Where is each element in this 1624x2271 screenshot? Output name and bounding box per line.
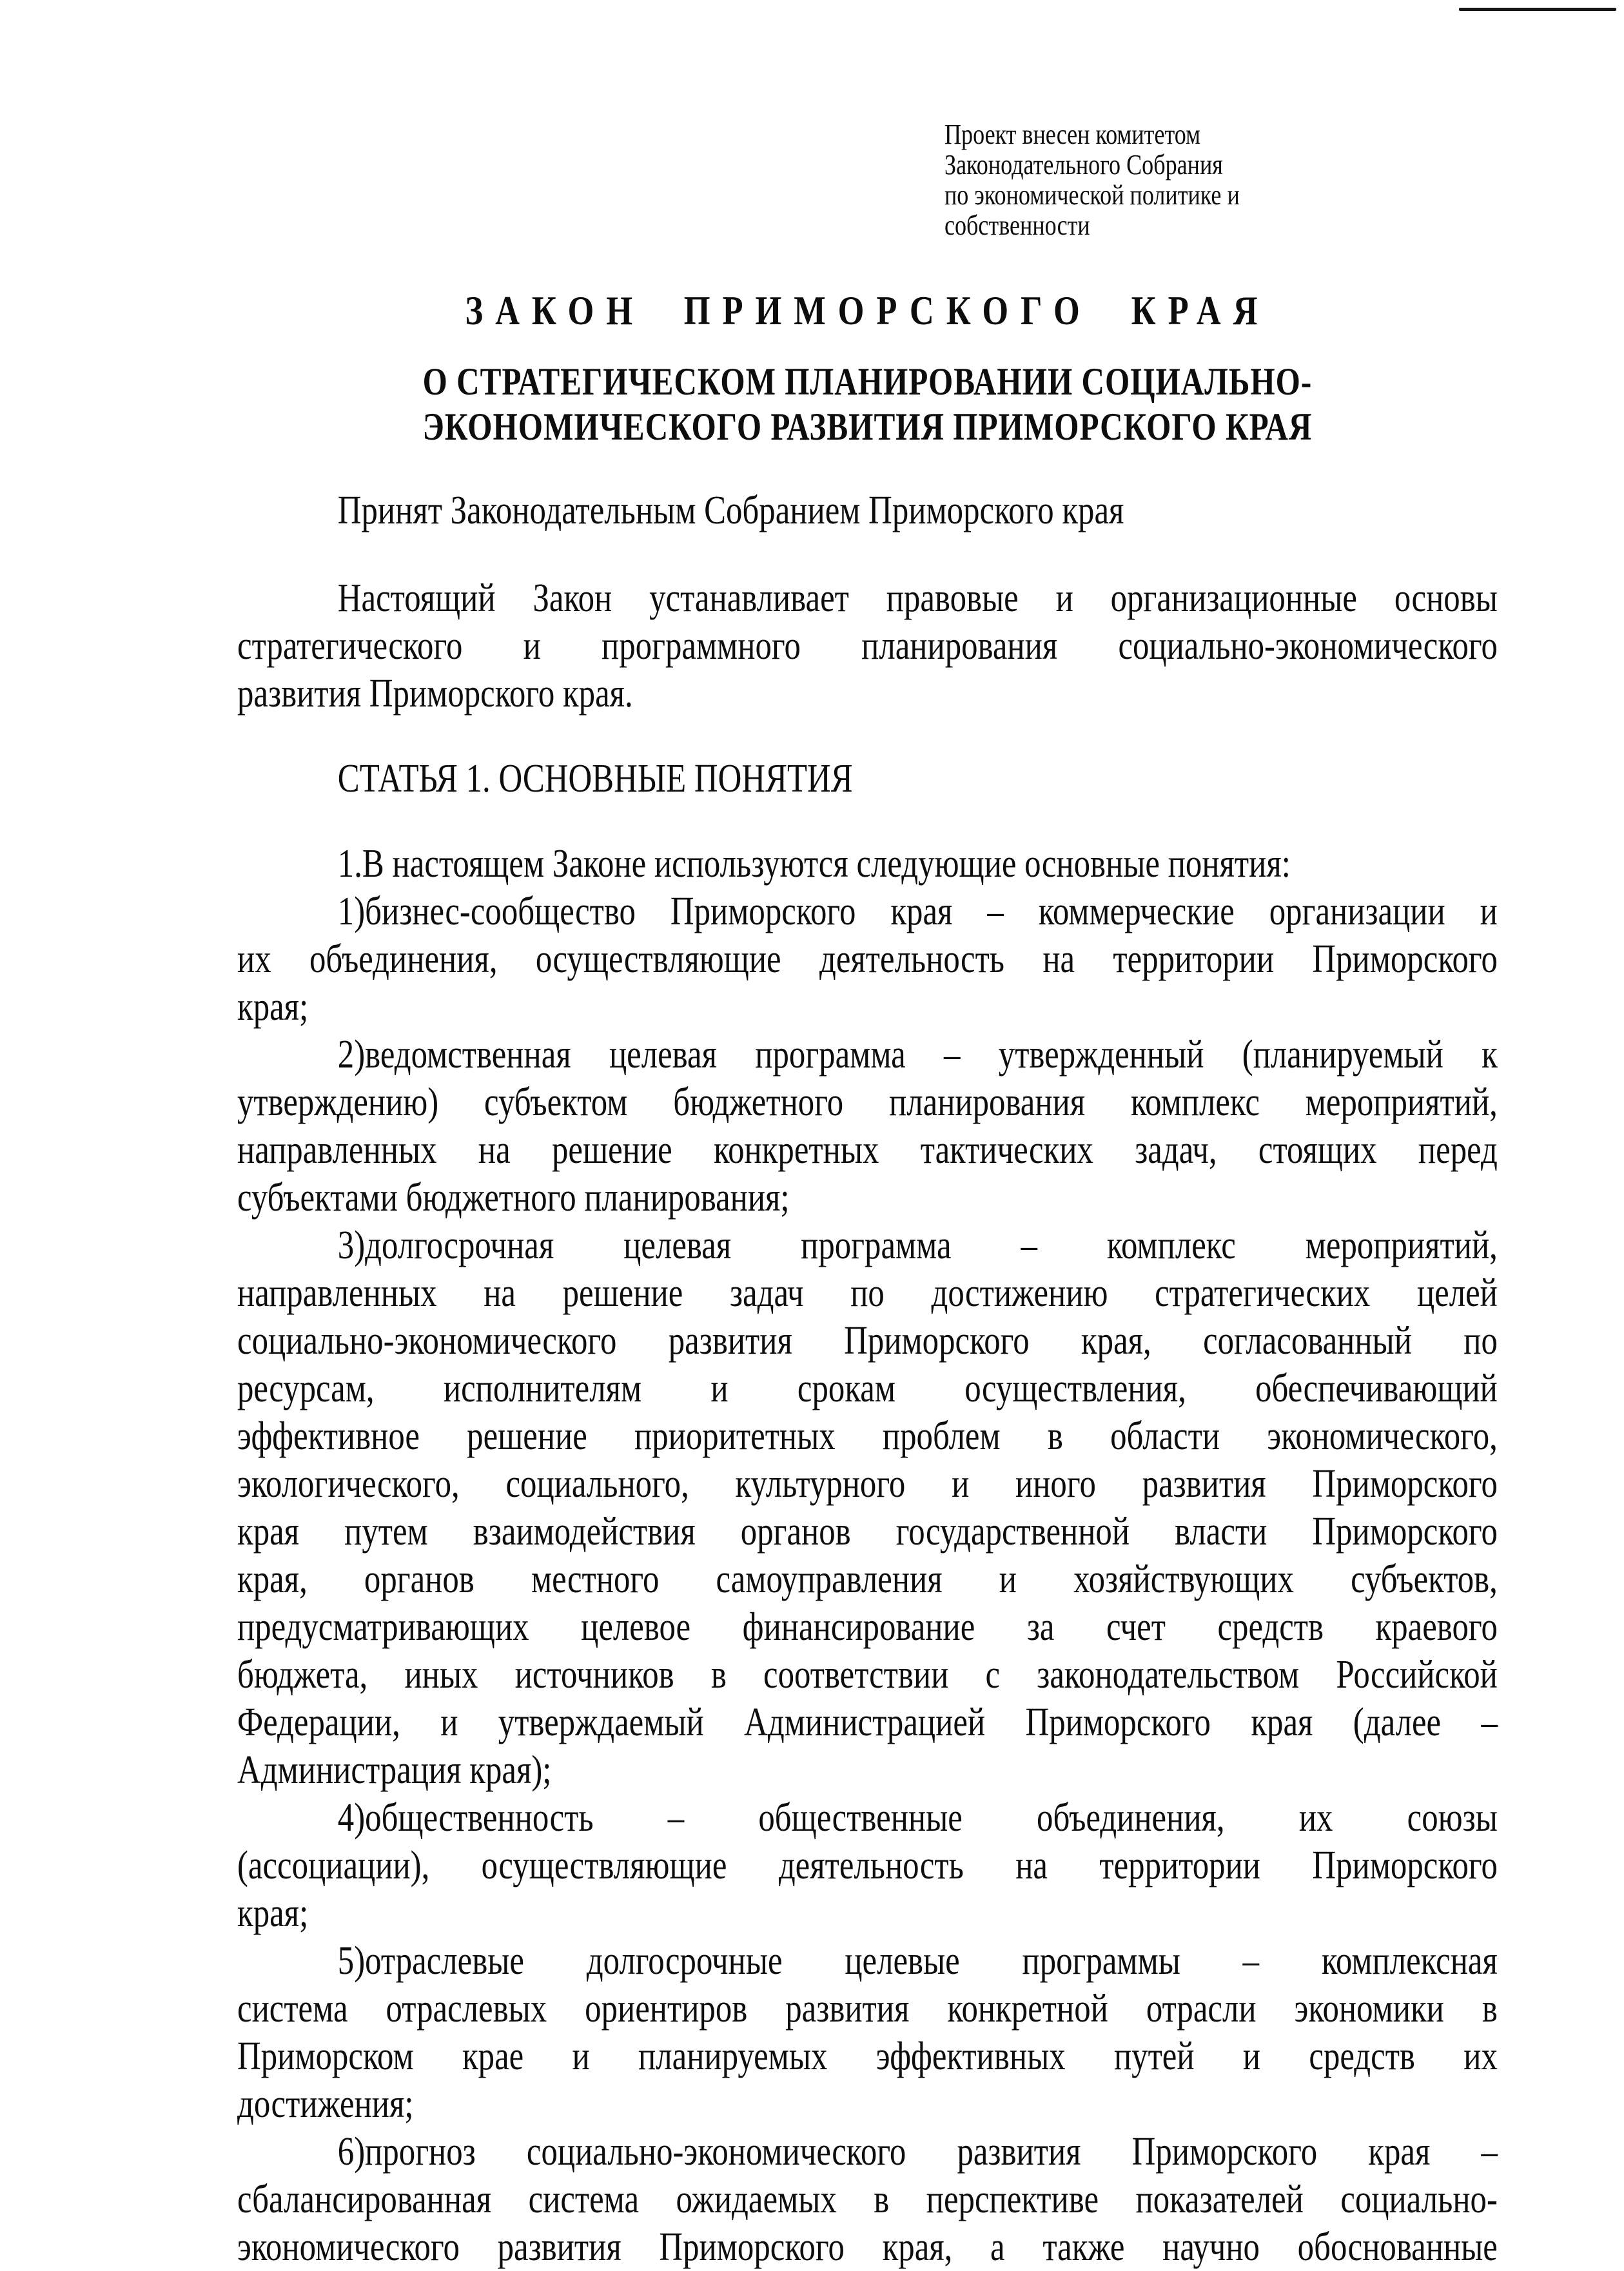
text-line: достижения; — [237, 2082, 414, 2126]
text-line: социально-экономического развития Приморского края, согласованный по — [237, 1319, 1498, 1363]
submission-note-line: Законодательного Собрания — [944, 149, 1223, 180]
text-line: развития Приморского края. — [237, 672, 633, 716]
submission-note-line: Проект внесен комитетом — [944, 119, 1200, 150]
definitions-list — [237, 840, 1498, 2271]
text-line: система отраслевых ориентиров развития конкретной отрасли экономики в — [237, 1987, 1498, 2031]
text-line: 1)бизнес-сообщество Приморского края – коммерческие организации и — [337, 890, 1498, 933]
text-line: ресурсам, исполнителям и срокам осуществления, обеспечивающий — [237, 1367, 1498, 1410]
text-line: эффективное решение приоритетных проблем в области экономического, — [237, 1414, 1498, 1458]
text-line: 3)долгосрочная целевая программа – комплекс мероприятий, — [337, 1223, 1498, 1267]
text-line: бюджета, иных источников в соответствии с законодательством Российской — [237, 1653, 1498, 1697]
text-line: стратегического и программного планирования социально-экономического — [237, 624, 1498, 668]
text-line: направленных на решение конкретных тактических задач, стоящих перед — [237, 1128, 1498, 1172]
text-line: сбалансированная система ожидаемых в перспективе показателей социально- — [237, 2178, 1498, 2221]
submission-note — [944, 119, 1420, 240]
text-line: направленных на решение задач по достижению стратегических целей — [237, 1271, 1498, 1315]
submission-note-line: собственности — [944, 210, 1090, 241]
law-subtitle — [237, 359, 1498, 449]
text-line: экономического развития Приморского края, а также научно обоснованные — [237, 2225, 1498, 2269]
text-line: Приморском крае и планируемых эффективных путей и средств их — [237, 2034, 1498, 2078]
text-line: предусматривающих целевое финансирование за счет средств краевого — [237, 1605, 1498, 1649]
submission-note-line: по экономической политике и — [944, 179, 1240, 211]
text-line: края, органов местного самоуправления и хозяйствующих субъектов, — [237, 1557, 1498, 1601]
text-line: края; — [237, 1891, 309, 1935]
text-line: 4)общественность – общественные объединения, их союзы — [337, 1796, 1498, 1840]
law-subtitle-line: ЭКОНОМИЧЕСКОГО РАЗВИТИЯ ПРИМОРСКОГО КРАЯ — [422, 405, 1313, 448]
text-line: края; — [237, 985, 309, 1029]
law-subtitle-line: О СТРАТЕГИЧЕСКОМ ПЛАНИРОВАНИИ СОЦИАЛЬНО- — [422, 360, 1313, 403]
text-line: утверждению) субъектом бюджетного планирования комплекс мероприятий, — [237, 1080, 1498, 1124]
document-content — [237, 0, 1498, 2271]
text-line: (ассоциации), осуществляющие деятельность на территории Приморского — [237, 1844, 1498, 1887]
article-1-heading: СТАТЬЯ 1. ОСНОВНЫЕ ПОНЯТИЯ — [337, 757, 853, 801]
adoption-line: Принят Законодательным Собранием Приморского края — [337, 489, 1124, 532]
text-line: субъектами бюджетного планирования; — [237, 1176, 790, 1220]
text-line: 6)прогноз социально-экономического развития Приморского края – — [337, 2130, 1498, 2174]
text-line: 5)отраслевые долгосрочные целевые программы – комплексная — [337, 1939, 1498, 1983]
text-line: края путем взаимодействия органов государственной власти Приморского — [237, 1510, 1498, 1554]
text-line: Настоящий Закон устанавливает правовые и организационные основы — [337, 576, 1498, 620]
intro-paragraph — [237, 574, 1498, 717]
text-line: 2)ведомственная целевая программа – утвержденный (планируемый к — [337, 1033, 1498, 1077]
text-line: их объединения, осуществляющие деятельность на территории Приморского — [237, 937, 1498, 981]
text-line: Администрация края); — [237, 1748, 552, 1792]
text-line: 1.В настоящем Законе используются следующие основные понятия: — [337, 842, 1291, 886]
text-line: Федерации, и утверждаемый Администрацией Приморского края (далее – — [237, 1701, 1498, 1744]
law-title: ЗАКОН ПРИМОРСКОГО КРАЯ — [465, 288, 1270, 333]
text-line: экологического, социального, культурного и иного развития Приморского — [237, 1462, 1498, 1506]
